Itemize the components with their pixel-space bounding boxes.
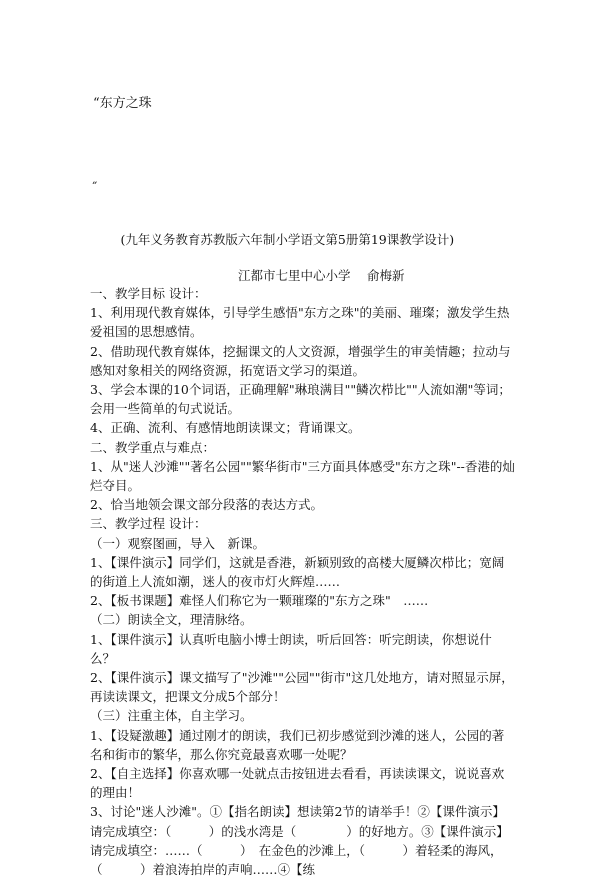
section-heading-objectives: 一、教学目标 设计： bbox=[90, 286, 207, 301]
paragraph: 1、从"迷人沙滩""著名公园""繁华街市"三方面具体感受"东方之珠"--香港的灿烂夺目。 bbox=[90, 458, 515, 494]
document-title: “东方之珠 bbox=[93, 96, 152, 111]
subsection-heading: （二）朗读全文，理清脉络。 bbox=[90, 612, 253, 628]
subsection-heading: （一）观察图画，导入 新课。 bbox=[90, 535, 266, 551]
paragraph: 2、恰当地领会课文部分段落的表达方式。 bbox=[90, 497, 323, 513]
paragraph: 2、【板书课题】难怪人们称它为一颗璀璨的"东方之珠" …… bbox=[90, 593, 429, 609]
paragraph: 2、【课件演示】课文描写了"沙滩""公园""街市"这几处地方，请对照显示屏，再读读课文，把课文分成5个部分！ bbox=[90, 670, 514, 705]
document-subtitle: (九年义务教育苏教版六年制小学语文第5册第19课教学设计) bbox=[120, 232, 455, 247]
paragraph: 2、【自主选择】你喜欢哪一处就点击按钮进去看看，再读读课文，说说喜欢的理由！ bbox=[90, 766, 505, 801]
author-line: 江都市七里中心小学 俞梅新 bbox=[238, 268, 405, 283]
paragraph: 3、学会本课的10个词语，正确理解"琳琅满目""鳞次栉比""人流如潮"等词；会用一些简单的句式说话。 bbox=[90, 382, 511, 417]
paragraph: 1、【课件演示】认真听电脑小博士朗读，听后回答：听完朗读，你想说什么？ bbox=[90, 631, 492, 666]
section-heading-process: 三、教学过程 设计： bbox=[90, 516, 207, 532]
document-body bbox=[90, 284, 515, 879]
closing-quote-mark: ˝ bbox=[91, 181, 98, 196]
section-heading-key-points: 二、教学重点与难点： bbox=[90, 439, 216, 455]
paragraph: 3、讨论"迷人沙滩"。①【指名朗读】想读第2节的请举手！②【课件演示】请完成填空：（ ）的浅水湾是（ ）的好地方。③【课件演示】请完成填空：……（ ） 在金色的沙滩上，（ ）着轻柔的海风，（ ）着浪涛拍岸的声响……④【练 bbox=[90, 804, 509, 878]
paragraph: 2、借助现代教育媒体，挖掘课文的人文资源，增强学生的审美情趣；拉动与感知对象相关的网络资源，拓宽语文学习的渠道。 bbox=[90, 343, 511, 378]
paragraph: 4、正确、流利、有感情地朗读课文；背诵课文。 bbox=[90, 420, 361, 436]
paragraph: 1、【设疑激趣】通过刚才的朗读，我们已初步感觉到沙滩的迷人，公园的著名和街市的繁华，那么你究竟最喜欢哪一处呢？ bbox=[90, 727, 505, 762]
paragraph: 1、利用现代教育媒体，引导学生感悟"东方之珠"的美丽、璀璨；激发学生热爱祖国的思想感情。 bbox=[90, 305, 510, 340]
subsection-heading: （三）注重主体，自主学习。 bbox=[90, 708, 253, 724]
paragraph: 1、【课件演示】同学们，这就是香港，新颖别致的高楼大厦鳞次栉比；宽阔的街道上人流如潮，迷人的夜市灯火辉煌…… bbox=[90, 554, 505, 590]
